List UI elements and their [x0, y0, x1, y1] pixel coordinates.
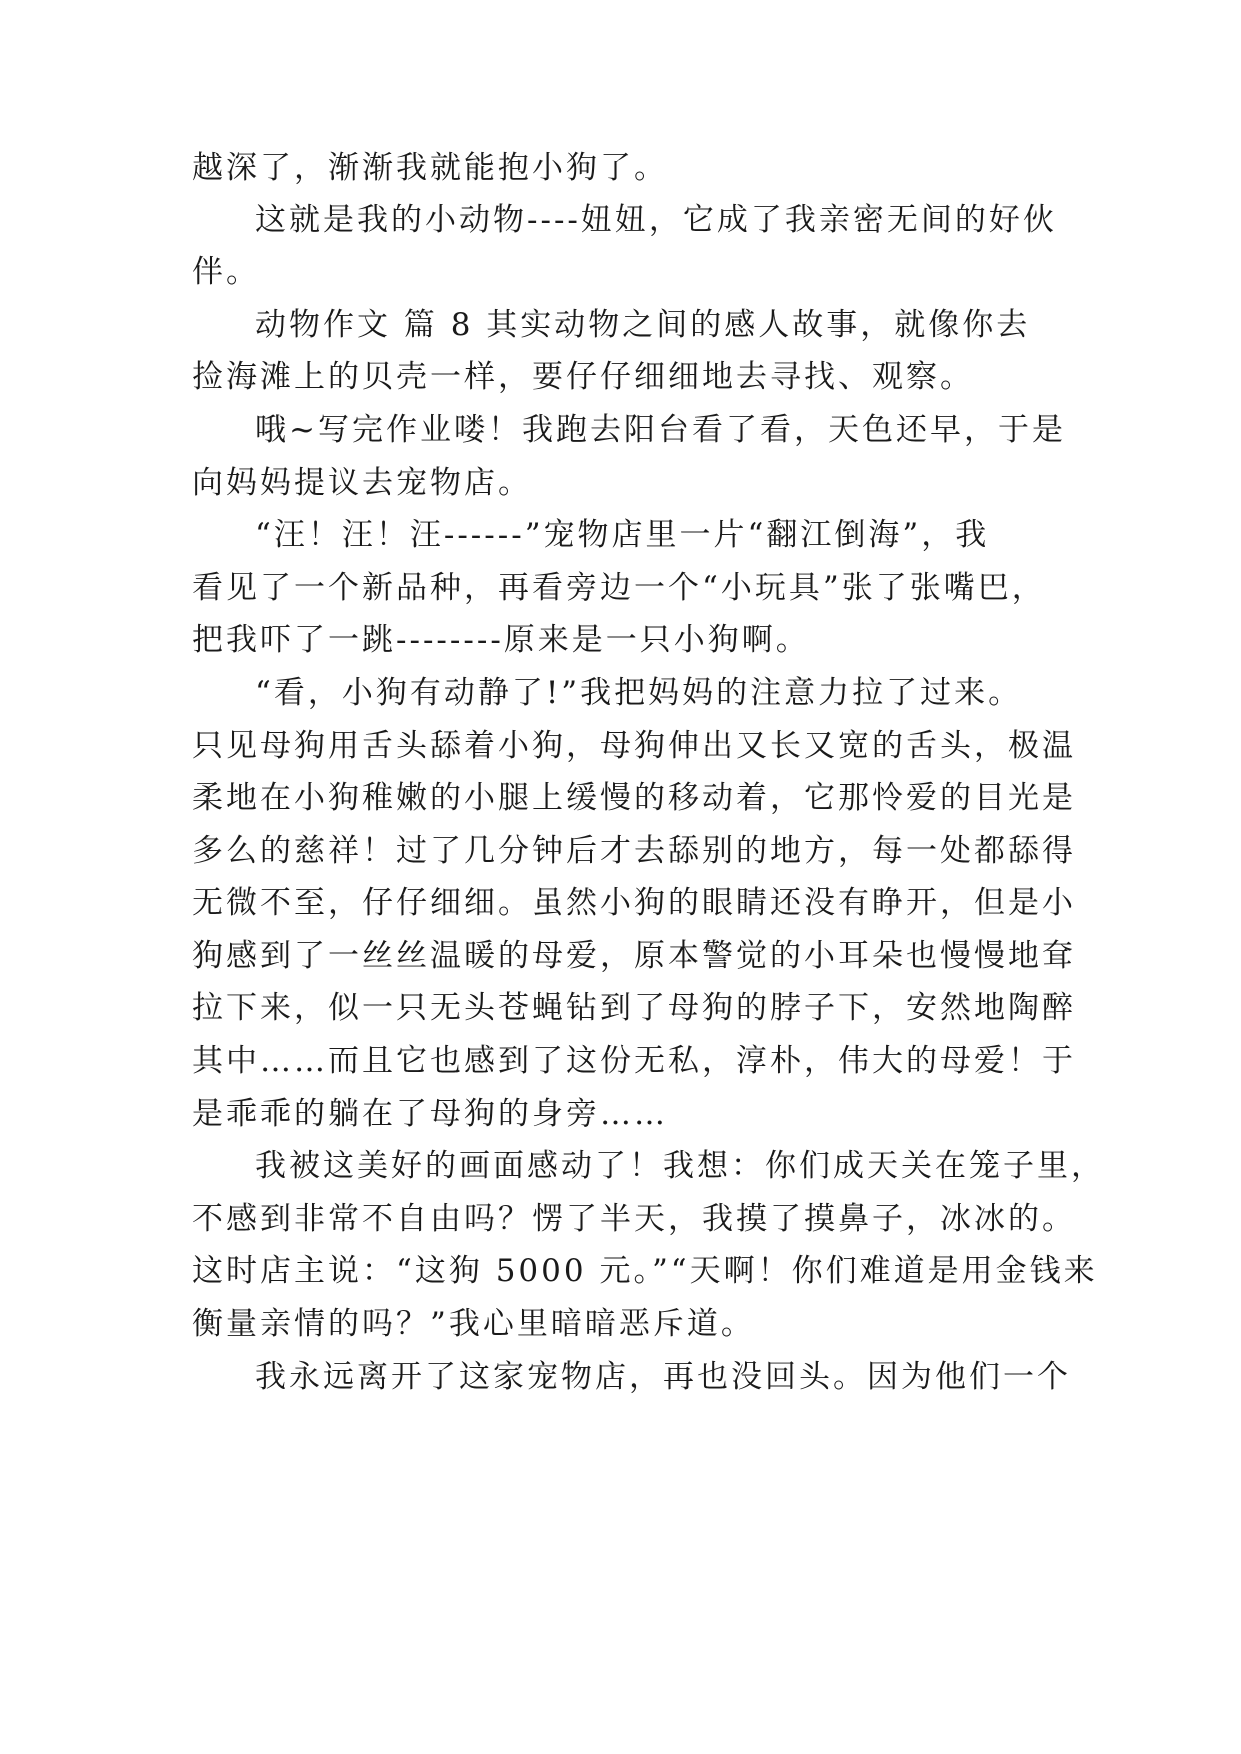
text-line: “汪！汪！汪------”宠物店里一片“翻江倒海”，我 — [255, 517, 990, 553]
text-line: 我被这美好的画面感动了！我想：你们成天关在笼子里， — [255, 1148, 1105, 1184]
text-line: 无微不至，仔仔细细。虽然小狗的眼睛还没有睁开，但是小 — [192, 885, 1076, 921]
text-line: 衡量亲情的吗？”我心里暗暗恶斥道。 — [192, 1306, 755, 1342]
text-line: 向妈妈提议去宠物店。 — [192, 465, 532, 501]
text-line: 其中……而且它也感到了这份无私，淳朴，伟大的母爱！于 — [192, 1043, 1076, 1079]
text-line: 哦~写完作业喽！我跑去阳台看了看，天色还早，于是 — [255, 412, 1066, 448]
text-line: 这时店主说：“这狗 5000 元。”“天啊！你们难道是用金钱来 — [192, 1253, 1098, 1289]
text-line: 不感到非常不自由吗？愣了半天，我摸了摸鼻子，冰冰的。 — [192, 1201, 1076, 1237]
text-line: 我永远离开了这家宠物店，再也没回头。因为他们一个 — [255, 1359, 1071, 1395]
text-line: “看，小狗有动静了!”我把妈妈的注意力拉了过来。 — [255, 675, 1023, 711]
text-line: 是乖乖的躺在了母狗的身旁…… — [192, 1096, 668, 1132]
text-line: 越深了，渐渐我就能抱小狗了。 — [192, 150, 668, 186]
text-line: 拉下来，似一只无头苍蝇钻到了母狗的脖子下，安然地陶醉 — [192, 990, 1076, 1026]
text-line: 伴。 — [192, 254, 260, 290]
text-line: 只见母狗用舌头舔着小狗，母狗伸出又长又宽的舌头，极温 — [192, 728, 1076, 764]
text-line: 这就是我的小动物----妞妞，它成了我亲密无间的好伙 — [255, 202, 1057, 238]
text-line: 把我吓了一跳--------原来是一只小狗啊。 — [192, 622, 810, 658]
text-line: 狗感到了一丝丝温暖的母爱，原本警觉的小耳朵也慢慢地耷 — [192, 938, 1076, 974]
text-line: 柔地在小狗稚嫩的小腿上缓慢的移动着，它那怜爱的目光是 — [192, 780, 1076, 816]
text-line: 捡海滩上的贝壳一样，要仔仔细细地去寻找、观察。 — [192, 359, 974, 395]
text-line: 多么的慈祥！过了几分钟后才去舔别的地方，每一处都舔得 — [192, 833, 1076, 869]
text-line: 动物作文 篇 8 其实动物之间的感人故事，就像你去 — [255, 307, 1031, 343]
text-line: 看见了一个新品种，再看旁边一个“小玩具”张了张嘴巴， — [192, 570, 1046, 606]
